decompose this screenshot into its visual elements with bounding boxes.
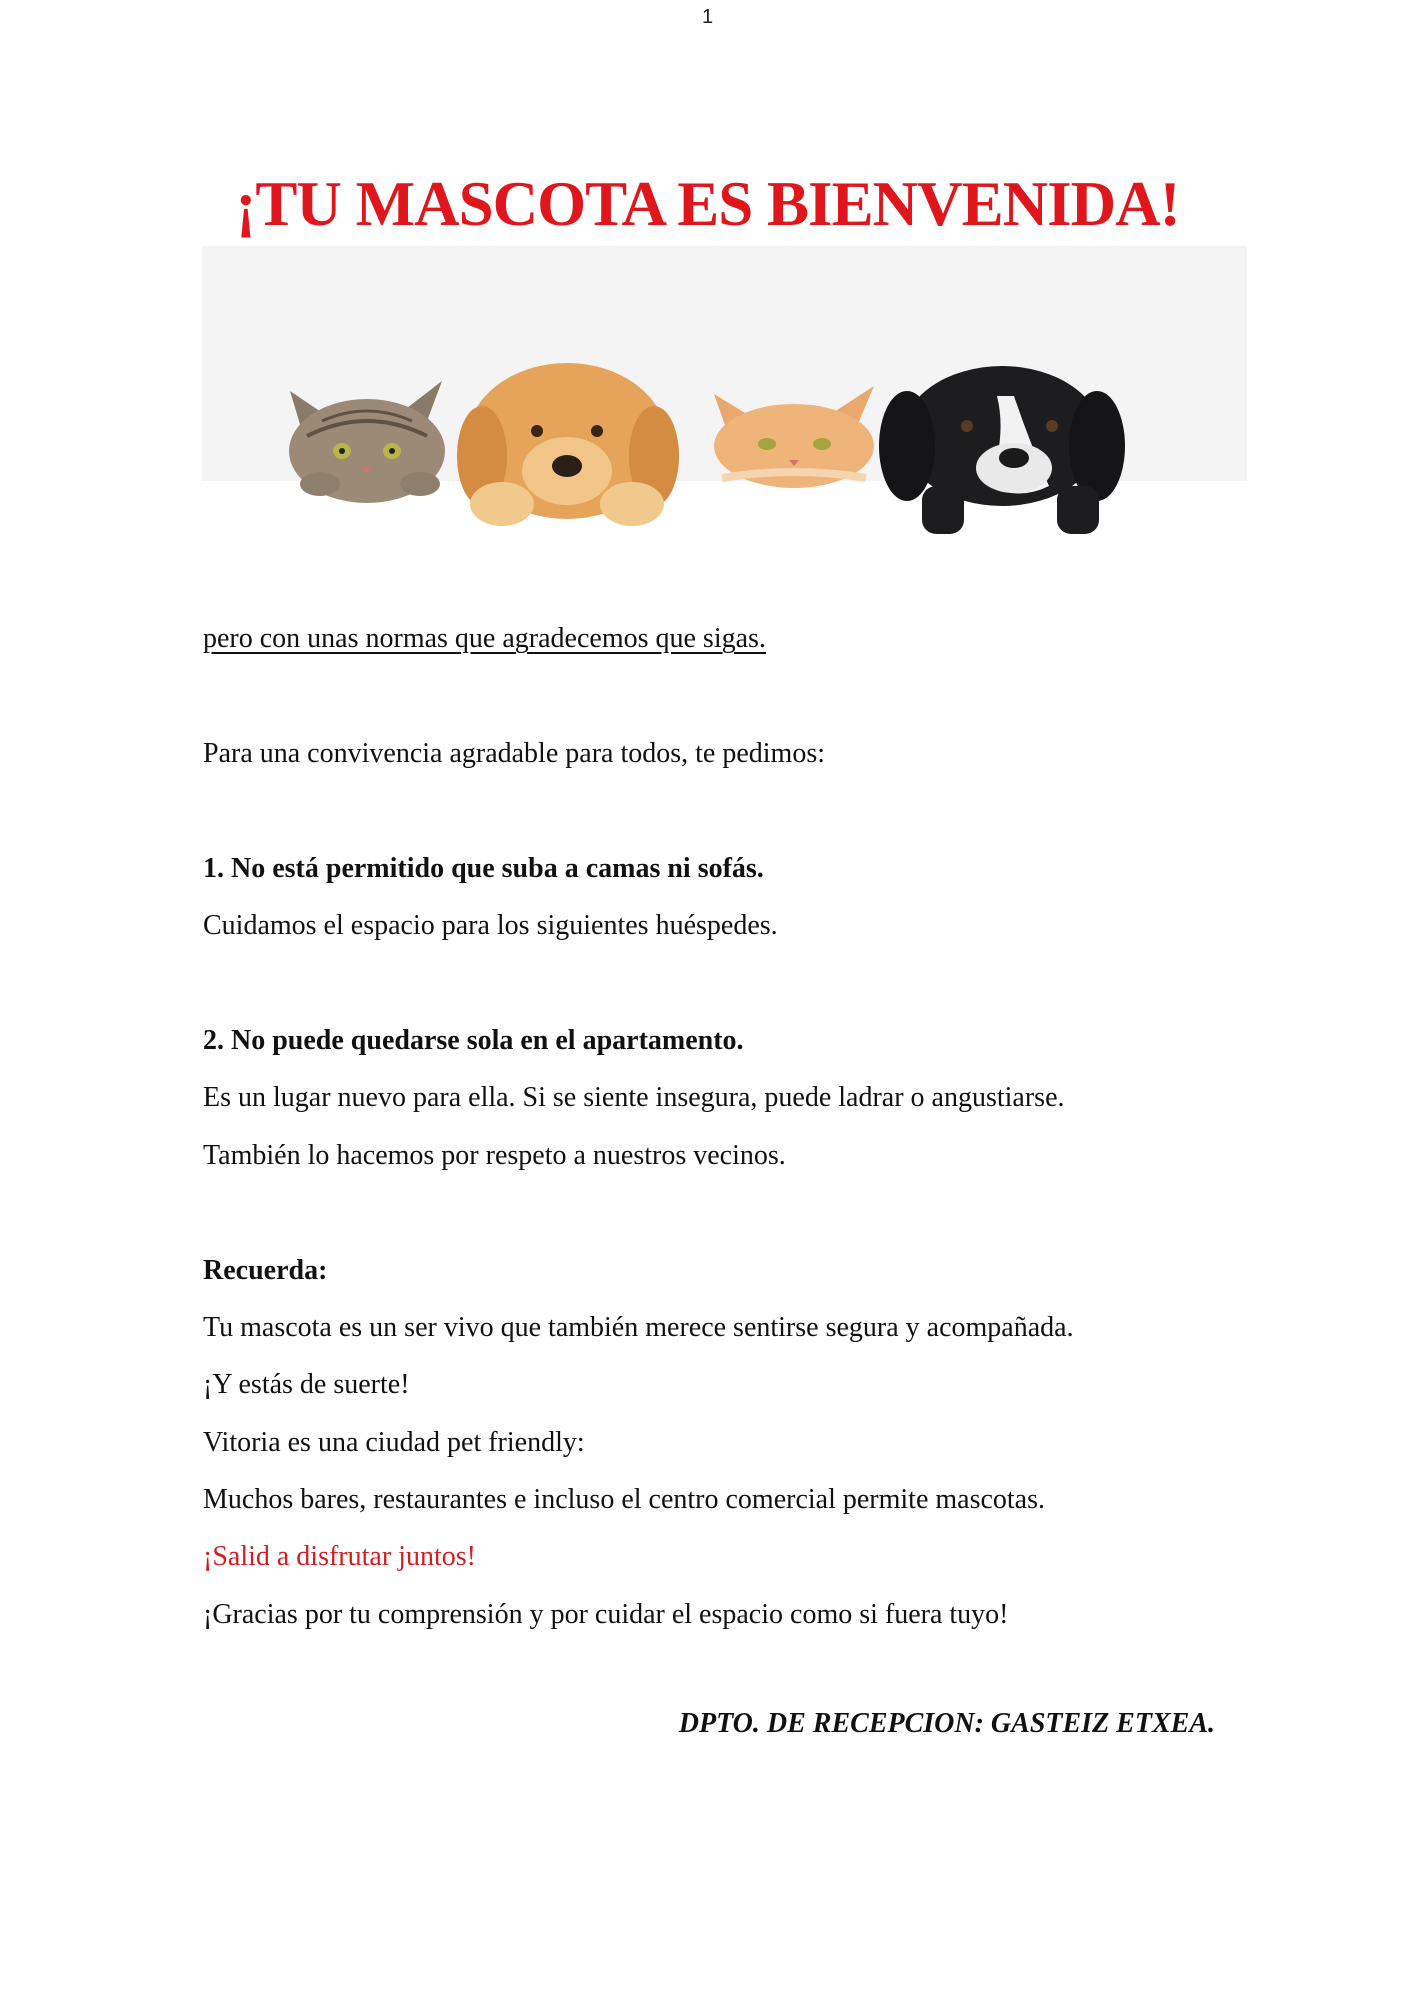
reminder-line-1: Tu mascota es un ser vivo que también merece sentirse segura y acompañada. — [203, 1312, 1074, 1343]
request-text: Para una convivencia agradable para todos, te pedimos: — [203, 738, 825, 769]
thanks-text: ¡Gracias por tu comprensión y por cuidar el espacio como si fuera tuyo! — [203, 1599, 1009, 1630]
rule-2-heading: 2. No puede quedarse sola en el apartamento. — [203, 1025, 744, 1056]
pets-banner-image — [202, 246, 1247, 546]
rule-1-heading: 1. No está permitido que suba a camas ni sofás. — [203, 853, 764, 884]
intro-text: pero con unas normas que agradecemos que sigas. — [203, 623, 766, 654]
highlight-text: ¡Salid a disfrutar juntos! — [203, 1541, 476, 1572]
reminder-heading: Recuerda: — [203, 1255, 328, 1286]
page-title: ¡TU MASCOTA ES BIENVENIDA! — [235, 169, 1180, 239]
signature: DPTO. DE RECEPCION: GASTEIZ ETXEA. — [678, 1708, 1215, 1739]
reminder-line-3: Vitoria es una ciudad pet friendly: — [203, 1427, 585, 1458]
rule-2-text-2: También lo hacemos por respeto a nuestros vecinos. — [203, 1140, 786, 1171]
reminder-line-2: ¡Y estás de suerte! — [203, 1369, 410, 1400]
rule-2-text-1: Es un lugar nuevo para ella. Si se siente insegura, puede ladrar o angustiarse. — [203, 1082, 1065, 1113]
reminder-line-4: Muchos bares, restaurantes e incluso el centro comercial permite mascotas. — [203, 1484, 1046, 1515]
rule-1-text: Cuidamos el espacio para los siguientes huéspedes. — [203, 910, 778, 941]
page-number: 1 — [701, 6, 714, 28]
